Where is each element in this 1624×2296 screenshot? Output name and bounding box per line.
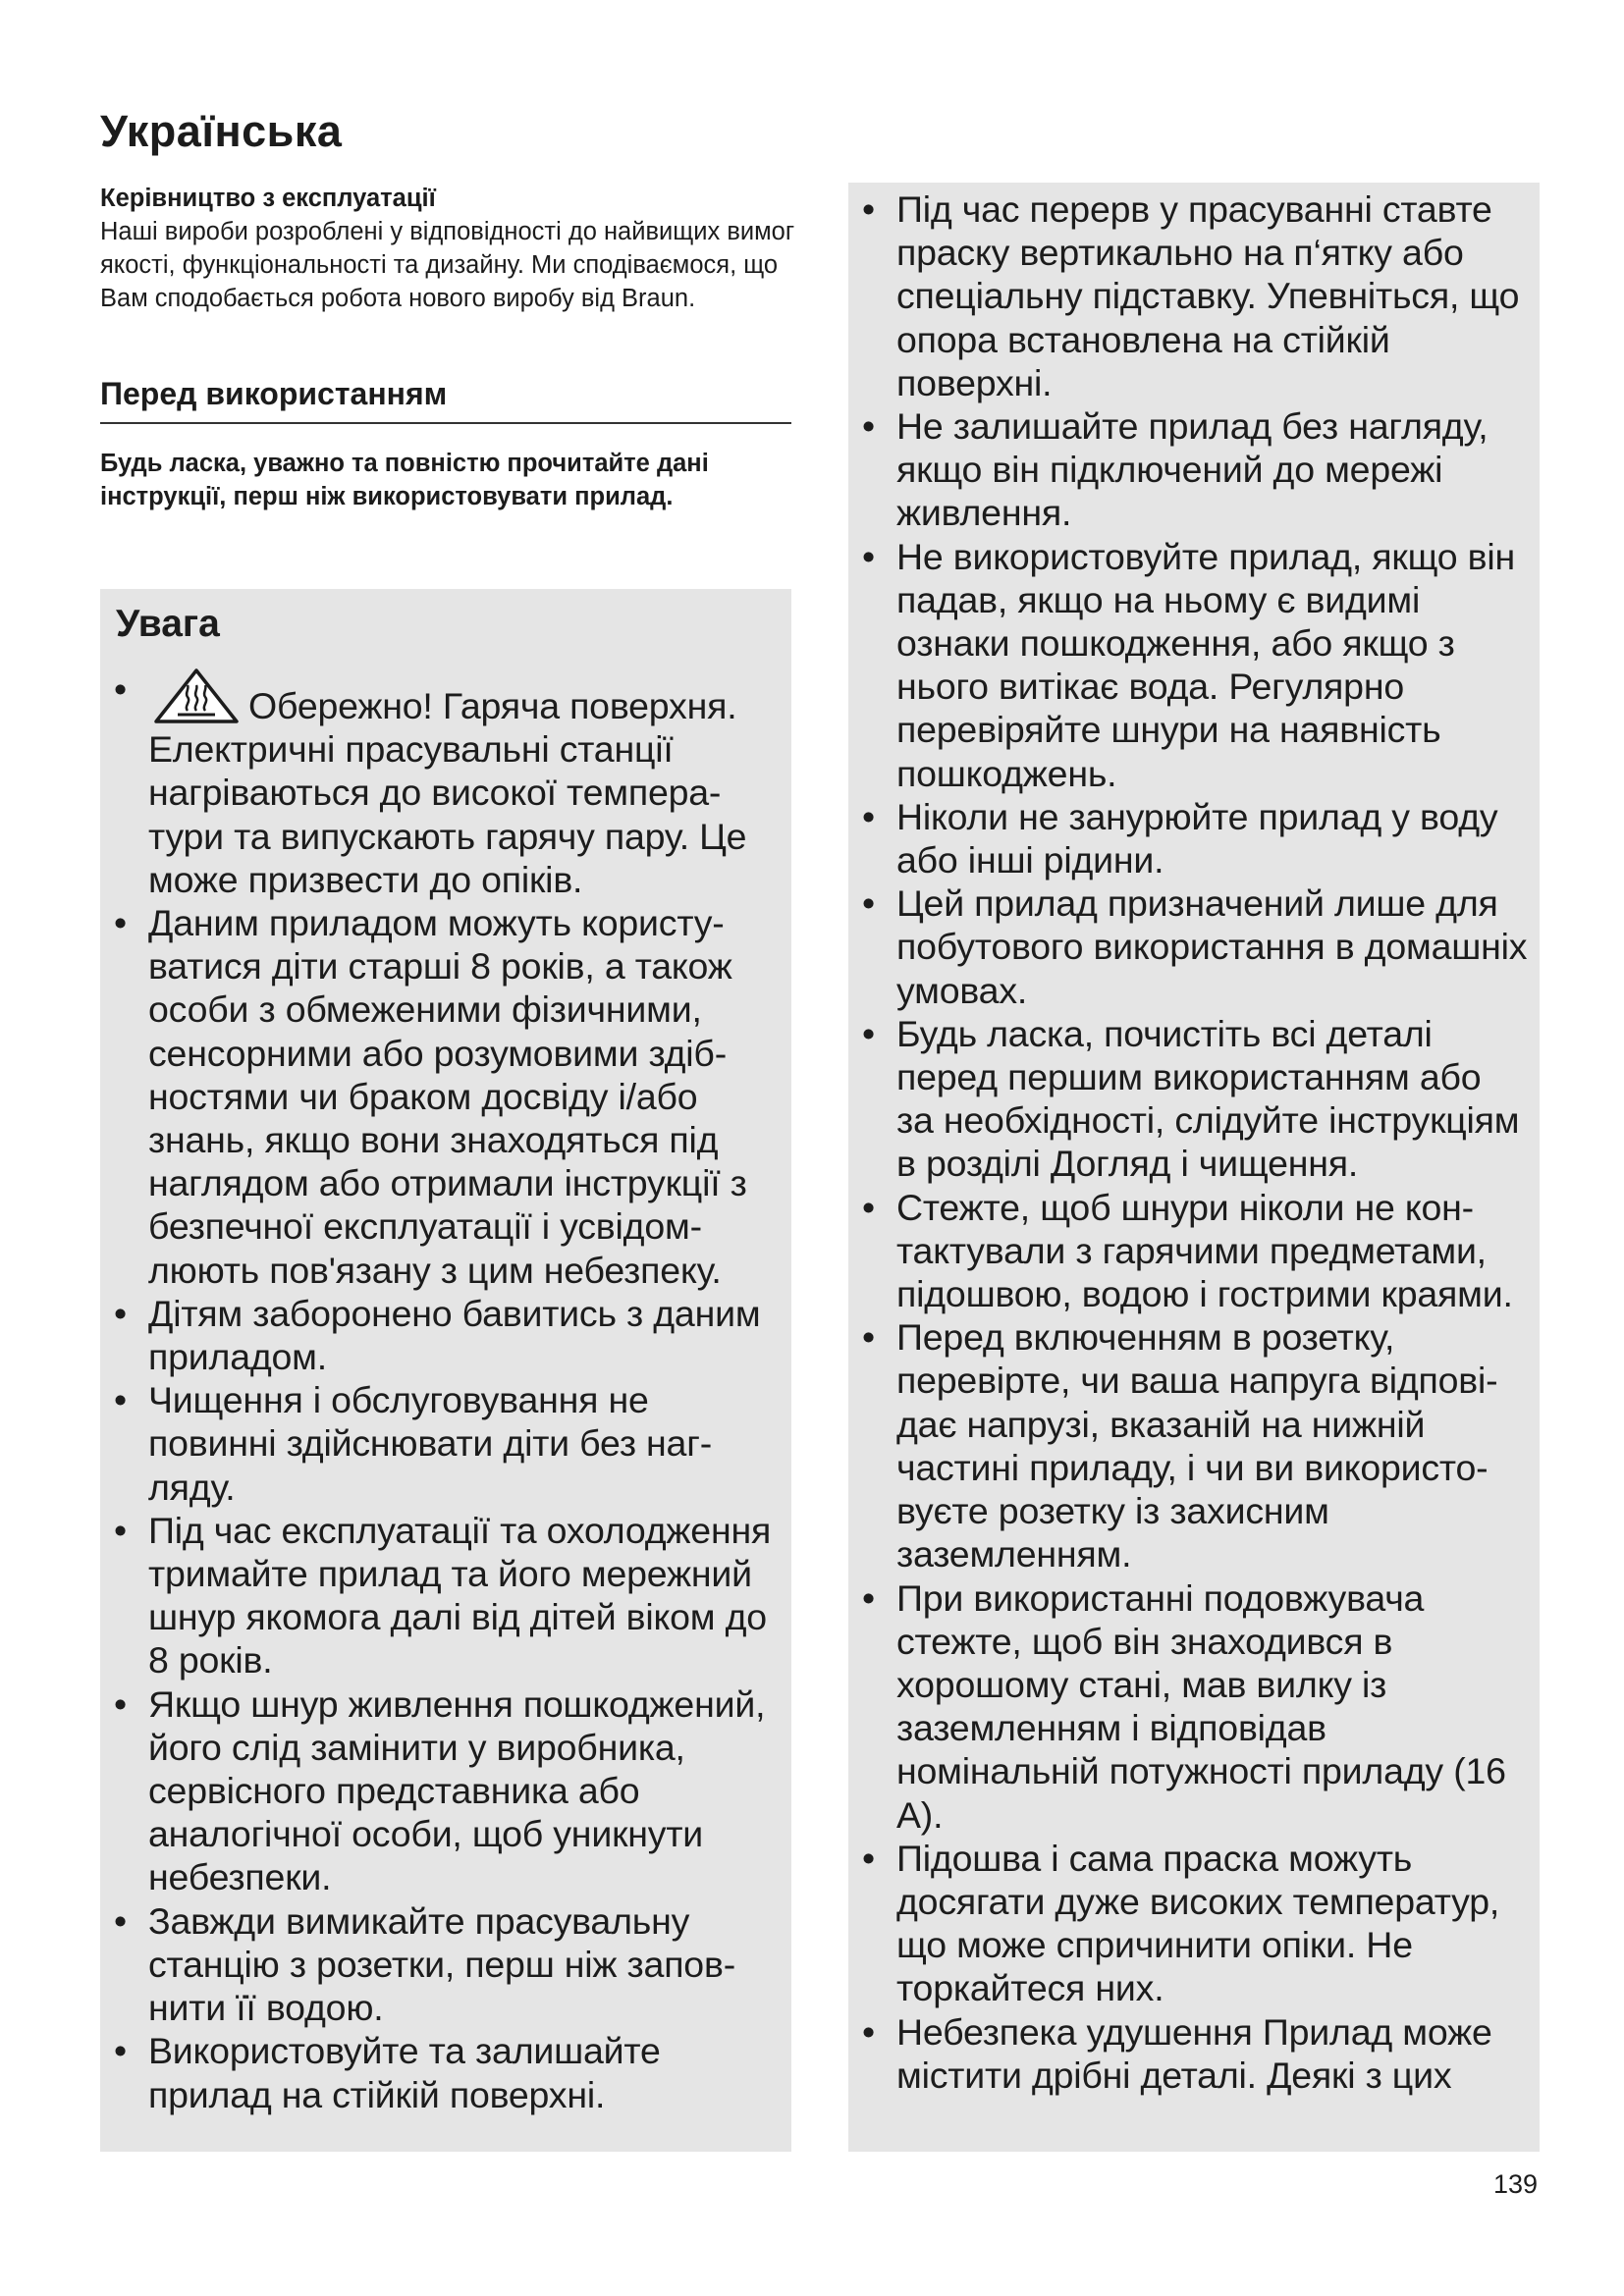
list-item-text: Будь ласка, почистіть всі деталі перед першим використанням або за необхідності, слідуйте інструкціям в розділі Догляд і чищення. xyxy=(896,1012,1520,1185)
bullet: • xyxy=(114,1682,127,1725)
warning-title: Увага xyxy=(116,603,220,645)
list-item-text: При використанні подовжувача стежте, щоб він знаходився в хорошому стані, мав вилку із заземленням і відповідав номінальній потужності приладу (16 A). xyxy=(896,1576,1506,1836)
bullet: • xyxy=(862,188,875,230)
warning-box xyxy=(100,589,791,2152)
bullet: • xyxy=(114,1899,127,1942)
page-number: 139 xyxy=(1492,2169,1538,2199)
section-heading: Перед використанням xyxy=(100,376,791,424)
list-item xyxy=(112,1378,780,1509)
list-item xyxy=(860,1576,1528,1837)
list-item-text: Підошва і сама праска можуть досягати дуже високих температур, що може спричинити опіки. Не торкайтеся них. xyxy=(896,1837,1500,2009)
list-item-text: Небезпека удушення Прилад може містити дрібні деталі. Деякі з цих xyxy=(896,2010,1492,2096)
list-item xyxy=(860,187,1528,404)
list-item-text: Під час експлуатації та охолодження тримайте прилад та його мережний шнур якомога далі від дітей віком до 8 років. xyxy=(148,1509,772,1682)
bullet: • xyxy=(862,2010,875,2053)
intro-heading: Керівництво з експлуатації xyxy=(100,185,436,212)
warning-list xyxy=(112,667,780,2116)
list-item-text: Дітям заборонено бавитись з даним приладом. xyxy=(148,1292,761,1378)
bullet: • xyxy=(862,1837,875,1879)
bullet: • xyxy=(862,1576,875,1619)
bullet: • xyxy=(862,882,875,925)
bullet: • xyxy=(862,1012,875,1054)
list-item xyxy=(860,881,1528,1012)
list-item xyxy=(112,1899,780,2030)
list-item xyxy=(860,404,1528,535)
list-item-text: Перед включенням в розетку, перевірте, чи ваша напруга відповідає напрузі, вказаній на нижній частині приладу, і чи ви використовуєте розетку із захисним заземленням. xyxy=(896,1316,1498,1575)
safety-box-continued xyxy=(848,183,1540,2152)
list-item xyxy=(112,1509,780,1682)
bullet: • xyxy=(114,1292,127,1334)
safety-list xyxy=(860,187,1528,2097)
list-item xyxy=(860,795,1528,881)
list-item xyxy=(860,1012,1528,1186)
bullet: • xyxy=(114,2030,127,2072)
list-item-text: Якщо шнур живлення пошкоджений, його слід замінити у виробника, сервісного представника або аналогічної особи, щоб уникнути небезпеки. xyxy=(148,1682,766,1898)
intro-text: Наші вироби розроблені у відповідності до найвищих вимог якості, функціональності та дизайну. Ми сподіваємося, що Вам сподобається робота нового виробу від Braun. xyxy=(100,218,795,312)
list-item xyxy=(860,1186,1528,1316)
list-item xyxy=(860,1837,1528,2010)
list-item-text: Даним приладом можуть користуватися діти старші 8 років, а також особи з обмеженими фізичними, сенсорними або розумовими здібностями чи браком досвіду і/або знань, якщо вони знаходяться під наглядом або отримали інструкції з безпечної експлуатації і усвідомлюють пов'язану з цим небезпеку. xyxy=(148,902,747,1291)
list-item-text: Цей прилад призначений лише для побутового використання в домашніх умовах. xyxy=(896,882,1528,1011)
bullet: • xyxy=(114,1509,127,1551)
list-item-text: Завжди вимикайте прасувальну станцію з розетки, перш ніж заповнити її водою. xyxy=(148,1899,736,2029)
bullet: • xyxy=(862,795,875,837)
list-item-text: Обережно! Гаряча поверхня. Електричні прасувальні станції нагріваються до високої температури та випускають гарячу пару. Це може призвести до опіків. xyxy=(148,685,747,900)
intro-block xyxy=(100,182,797,315)
bullet: • xyxy=(862,1186,875,1228)
bullet: • xyxy=(114,1379,127,1421)
list-item-text: Стежте, щоб шнури ніколи не контактували з гарячими предметами, підошвою, водою і гострими краями. xyxy=(896,1186,1513,1315)
list-item xyxy=(112,2029,780,2115)
language-title: Українська xyxy=(100,106,343,156)
bullet: • xyxy=(862,535,875,577)
bullet: • xyxy=(862,1316,875,1359)
read-note: Будь ласка, уважно та повністю прочитайте дані інструкції, перш ніж використовувати прилад. xyxy=(100,450,709,510)
bullet: • xyxy=(862,405,875,448)
list-item xyxy=(112,667,780,901)
bullet: • xyxy=(114,902,127,944)
list-item xyxy=(860,1315,1528,1575)
hot-surface-warning-icon xyxy=(152,667,241,724)
list-item-text: Не використовуйте прилад, якщо він падав, якщо на ньому є видимі ознаки пошкодження, або якщо з нього витікає вода. Регулярно перевіряйте шнури на наявність пошкоджень. xyxy=(896,535,1516,794)
list-item-text: Чищення і обслуговування не повинні здійснювати діти без нагляду. xyxy=(148,1379,713,1508)
list-item xyxy=(112,1292,780,1378)
list-item-text: Ніколи не занурюйте прилад у воду або інші рідини. xyxy=(896,795,1498,881)
bullet: • xyxy=(114,668,127,710)
list-item-text: Використовуйте та залишайте прилад на стійкій поверхні. xyxy=(148,2030,661,2115)
list-item-text: Не залишайте прилад без нагляду, якщо він підключений до мережі живлення. xyxy=(896,405,1489,534)
list-item xyxy=(860,2010,1528,2097)
list-item xyxy=(112,901,780,1292)
list-item xyxy=(112,1682,780,1899)
list-item-text: Під час перерв у прасуванні ставте праску вертикально на п‘ятку або спеціальну підставку. Упевніться, що опора встановлена на стійкій поверхні. xyxy=(896,188,1520,403)
list-item xyxy=(860,535,1528,795)
